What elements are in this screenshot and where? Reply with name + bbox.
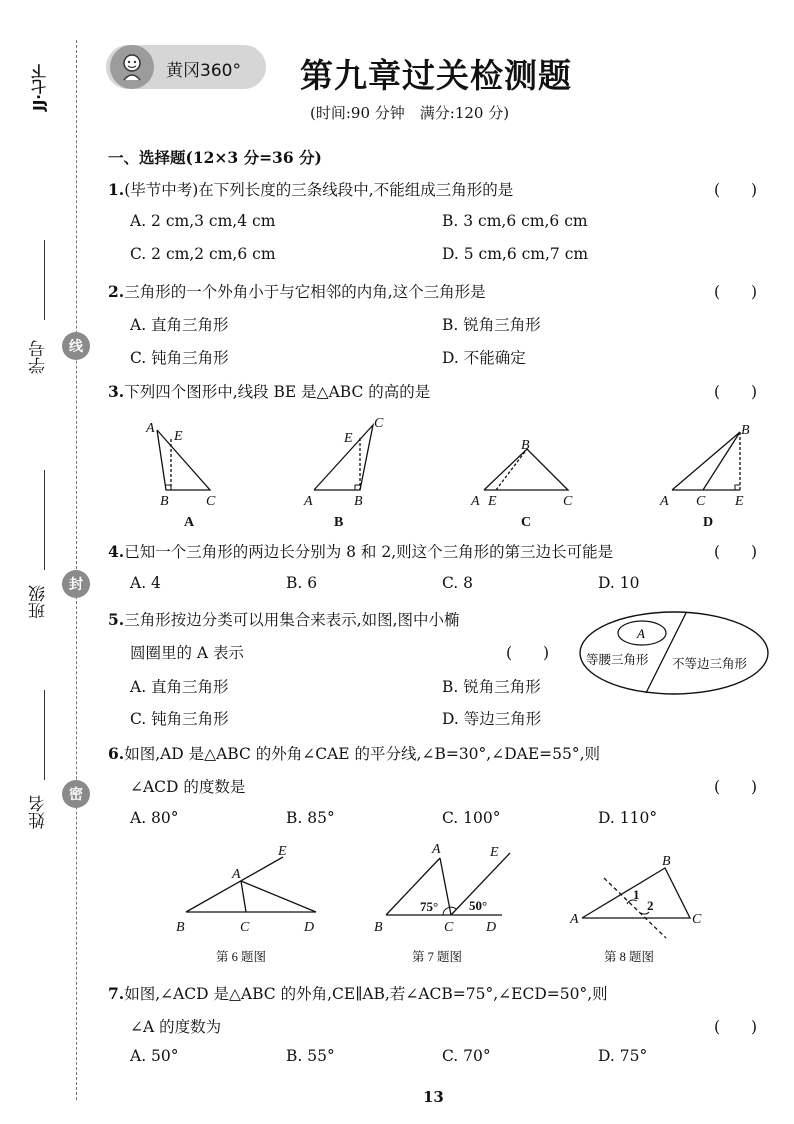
fig7-label-a: A [432,842,441,857]
answer-blank-3[interactable]: ( ) [714,383,758,401]
student-id-label: 学号 [29,340,49,374]
option-b[interactable]: B. 锐角三角形 [442,316,541,334]
label-c: C [696,494,706,509]
answer-blank-2[interactable]: ( ) [714,283,758,301]
label-e: E [344,431,353,446]
fig6-label-c: C [240,920,250,935]
option-d[interactable]: D. 110° [598,809,658,827]
question-text: 如图,AD 是△ABC 的外角∠CAE 的平分线,∠B=30°,∠DAE=55°,则 [124,745,601,763]
fig7-label-c: C [444,920,454,935]
question-text: 三角形的一个外角小于与它相邻的内角,这个三角形是 [124,283,486,301]
fig7-label-d: D [486,920,497,935]
page-number: 13 [423,1088,444,1106]
figure-8 [582,868,690,938]
seal-secret-text: 密 [69,787,83,803]
question-text: 三角形按边分类可以用集合来表示,如图,图中小椭 [124,611,460,629]
option-b[interactable]: B. 6 [286,574,318,592]
option-c[interactable]: C. 2 cm,2 cm,6 cm [130,245,276,263]
option-b[interactable]: B. 55° [286,1047,335,1065]
figure-6-caption: 第 6 题图 [216,950,267,964]
section-title: 一、选择题(12×3 分=36 分) [108,148,322,167]
question-number: 5. [108,610,125,629]
label-a: A [660,494,669,509]
answer-blank-7[interactable]: ( ) [714,1018,758,1036]
fig6-label-e: E [278,844,287,859]
fig8-label-b: B [662,854,671,869]
venn-left-label: 等腰三角形 [586,653,649,667]
label-e: E [174,429,183,444]
option-d[interactable]: D. 75° [598,1047,648,1065]
question-6-cont: ∠ACD 的度数是 [130,778,246,796]
fig8-label-a: A [570,912,579,927]
option-d[interactable]: D. 10 [598,574,640,592]
fig7-angle-75: 75° [420,899,439,914]
option-c[interactable]: C. 钝角三角形 [130,349,229,367]
fig6-label-d: D [304,920,315,935]
fig8-angle-1: 1 [633,887,640,902]
option-d[interactable]: D. 5 cm,6 cm,7 cm [442,245,589,263]
option-b[interactable]: B. 3 cm,6 cm,6 cm [442,212,588,230]
question-text: 下列四个图形中,线段 BE 是△ABC 的高的是 [124,383,431,401]
question-text: (毕节中考)在下列长度的三条线段中,不能组成三角形的是 [124,181,514,199]
label-e: E [735,494,744,509]
question-number: 2. [108,282,125,301]
fig7-angle-50: 50° [469,898,488,913]
option-a[interactable]: A. 50° [130,1047,179,1065]
option-c[interactable]: C. 70° [442,1047,491,1065]
question-text: 如图,∠ACD 是△ABC 的外角,CE∥AB,若∠ACB=75°,∠ECD=50°,则 [124,985,608,1003]
answer-blank-1[interactable]: ( ) [714,181,758,199]
figure-label-d: D [703,515,714,530]
option-d[interactable]: D. 不能确定 [442,349,526,367]
fig7-label-e: E [490,845,499,860]
seal-line-text: 线 [69,339,83,355]
label-a: A [304,494,313,509]
option-a[interactable]: A. 80° [130,809,179,827]
option-a[interactable]: A. 4 [130,574,161,592]
question-number: 1. [108,180,125,199]
fig8-angle-2: 2 [647,898,654,913]
question-7-cont: ∠A 的度数为 [130,1018,222,1036]
figure-6 [186,857,316,912]
page-subtitle: (时间:90 分钟 满分:120 分) [310,104,510,122]
question-text: 已知一个三角形的两边长分别为 8 和 2,则这个三角形的第三边长可能是 [124,543,614,561]
fig6-label-b: B [176,920,185,935]
seal-seal-text: 封 [69,577,83,593]
figure-label-c: C [521,515,532,530]
venn-inner-label: A [637,626,645,641]
figure-label-a: A [184,515,195,530]
label-b: B [521,438,530,453]
name-label: 姓名 [29,795,49,829]
fig7-label-b: B [374,920,383,935]
page-title: 第九章过关检测题 [300,56,572,95]
label-a: A [146,421,155,436]
figure-7 [386,853,510,915]
option-d[interactable]: D. 等边三角形 [442,710,542,728]
answer-blank-6[interactable]: ( ) [714,778,758,796]
option-c[interactable]: C. 钝角三角形 [130,710,229,728]
option-c[interactable]: C. 8 [442,574,474,592]
grade-label: JJ·七下 [30,64,48,111]
label-c: C [374,416,384,431]
label-e: E [488,494,497,509]
question-7 [108,982,608,1004]
brand-name: 黄冈360° [166,61,241,81]
option-a[interactable]: A. 直角三角形 [130,678,229,696]
label-a: A [471,494,480,509]
question-number: 6. [108,744,125,763]
question-5-cont: 圆圈里的 A 表示 [130,644,245,662]
figure-label-b: B [334,515,344,530]
figure-8-caption: 第 8 题图 [604,950,655,964]
option-c[interactable]: C. 100° [442,809,501,827]
answer-blank-5[interactable]: ( ) [506,644,550,662]
label-b: B [354,494,363,509]
class-label: 班级 [29,585,49,619]
question-number: 4. [108,542,125,561]
label-b: B [160,494,169,509]
option-b[interactable]: B. 85° [286,809,335,827]
fig8-label-c: C [692,912,702,927]
option-b[interactable]: B. 锐角三角形 [442,678,541,696]
label-b: B [741,423,750,438]
option-a[interactable]: A. 直角三角形 [130,316,229,334]
fig6-label-a: A [232,867,241,882]
answer-blank-4[interactable]: ( ) [714,543,758,561]
venn-right-label: 不等边三角形 [672,657,748,671]
figure-7-caption: 第 7 题图 [412,950,463,964]
question-number: 7. [108,984,125,1003]
option-a[interactable]: A. 2 cm,3 cm,4 cm [130,212,276,230]
question-number: 3. [108,382,125,401]
label-c: C [563,494,573,509]
label-c: C [206,494,216,509]
